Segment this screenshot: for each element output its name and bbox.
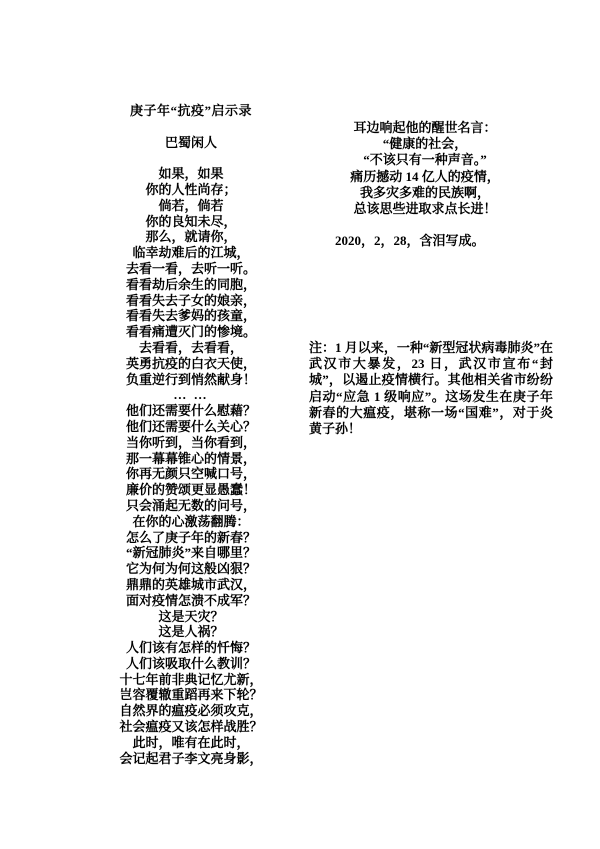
poem-line: 当你听到，当你看到， bbox=[125, 434, 256, 450]
poem-line: 那一幕幕锥心的情景， bbox=[125, 450, 256, 466]
poem-line: 去看一看，去听一听。 bbox=[125, 260, 256, 276]
closing-line: “健康的社会， bbox=[382, 136, 468, 152]
poem-line: 在你的心激荡翻腾： bbox=[132, 513, 250, 529]
poem-line: 他们还需要什么慰藉？ bbox=[125, 403, 256, 419]
poem-line: 临幸劫难后的江城， bbox=[132, 245, 250, 261]
closing-line: “不该只有一种声音。” bbox=[363, 152, 487, 168]
poem-line: 你再无颜只空喊口号， bbox=[125, 466, 256, 482]
poem-body bbox=[60, 166, 322, 766]
poem-line: 你的人性尚存； bbox=[145, 181, 237, 197]
closing-line: 总该思些进取求点长进！ bbox=[353, 201, 497, 217]
closing-stanza bbox=[303, 120, 547, 217]
poem-line: 那么，就请你， bbox=[145, 229, 237, 245]
poem-column bbox=[60, 103, 322, 766]
poem-line: 会记起君子李文亮身影， bbox=[119, 750, 263, 766]
poem-line: 英勇抗疫的白衣天使， bbox=[125, 355, 256, 371]
blank-line bbox=[303, 217, 547, 233]
poem-line: 岂容覆辙重蹈再来下轮？ bbox=[119, 687, 263, 703]
poem-line: 看看失去子女的娘亲， bbox=[125, 292, 256, 308]
poem-line: 倘若，倘若 bbox=[158, 197, 224, 213]
poem-line: 人们该吸取什么教训？ bbox=[125, 655, 256, 671]
poem-line: 看看失去爹妈的孩童， bbox=[125, 308, 256, 324]
poem-line: 社会瘟疫又该怎样战胜？ bbox=[119, 719, 263, 735]
poem-line: 如果，如果 bbox=[158, 166, 224, 182]
poem-line: 怎么了庚子年的新春？ bbox=[125, 529, 256, 545]
poem-line: “新冠肺炎”来自哪里？ bbox=[125, 545, 256, 561]
closing-line: 痛历撼动 14 亿人的疫情， bbox=[350, 168, 500, 184]
date-line: 2020，2，28，含泪写成。 bbox=[335, 233, 485, 249]
poem-author: 巴蜀闲人 bbox=[164, 134, 217, 150]
poem-line: 此时，唯有在此时， bbox=[132, 734, 250, 750]
blank-line bbox=[60, 119, 322, 135]
poem-line: 看看劫后余生的同胞， bbox=[125, 276, 256, 292]
note-paragraph: 注：1 月以来，一种“新型冠状病毒肺炎”在武汉市大暴发，23 日，武汉市宣布“封城”，以遏止疫情横行。其他相关省市纷纷启动“应急 1 级响应”。这场发生在庚子年新春的大瘟疫，堪称一场“国难”，对于炎黄子孙！ bbox=[309, 340, 553, 437]
poem-line: 自然界的瘟疫必须攻克， bbox=[119, 703, 263, 719]
poem-line: 廉价的赞颂更显愚蠢！ bbox=[125, 482, 256, 498]
closing-column bbox=[303, 120, 547, 250]
poem-line: 鼎鼎的英雄城市武汉， bbox=[125, 576, 256, 592]
poem-line: 看看痛遭灭门的惨境。 bbox=[125, 324, 256, 340]
poem-line: 他们还需要什么关心？ bbox=[125, 418, 256, 434]
stanza-separator: … … bbox=[173, 387, 209, 403]
poem-line: 去看看，去看看， bbox=[138, 339, 243, 355]
poem-title: 庚子年“抗疫”启示录 bbox=[129, 103, 252, 118]
poem-line: 只会涌起无数的问号， bbox=[125, 497, 256, 513]
poem-line: 这是天灾？ bbox=[158, 608, 224, 624]
poem-line: 人们该有怎样的忏悔？ bbox=[125, 640, 256, 656]
poem-line: 你的良知未尽， bbox=[145, 213, 237, 229]
poem-line: 这是人祸？ bbox=[158, 624, 224, 640]
poem-line: 负重逆行到悄然献身！ bbox=[125, 371, 256, 387]
closing-line: 我多灾多难的民族啊， bbox=[359, 184, 490, 200]
poem-line: 它为何为何这般凶狠？ bbox=[125, 561, 256, 577]
closing-line: 耳边响起他的醒世名言： bbox=[353, 120, 497, 135]
poem-line: 十七年前非典记忆尤新， bbox=[119, 671, 263, 687]
poem-line: 面对疫情怎溃不成军？ bbox=[125, 592, 256, 608]
blank-line bbox=[60, 150, 322, 166]
